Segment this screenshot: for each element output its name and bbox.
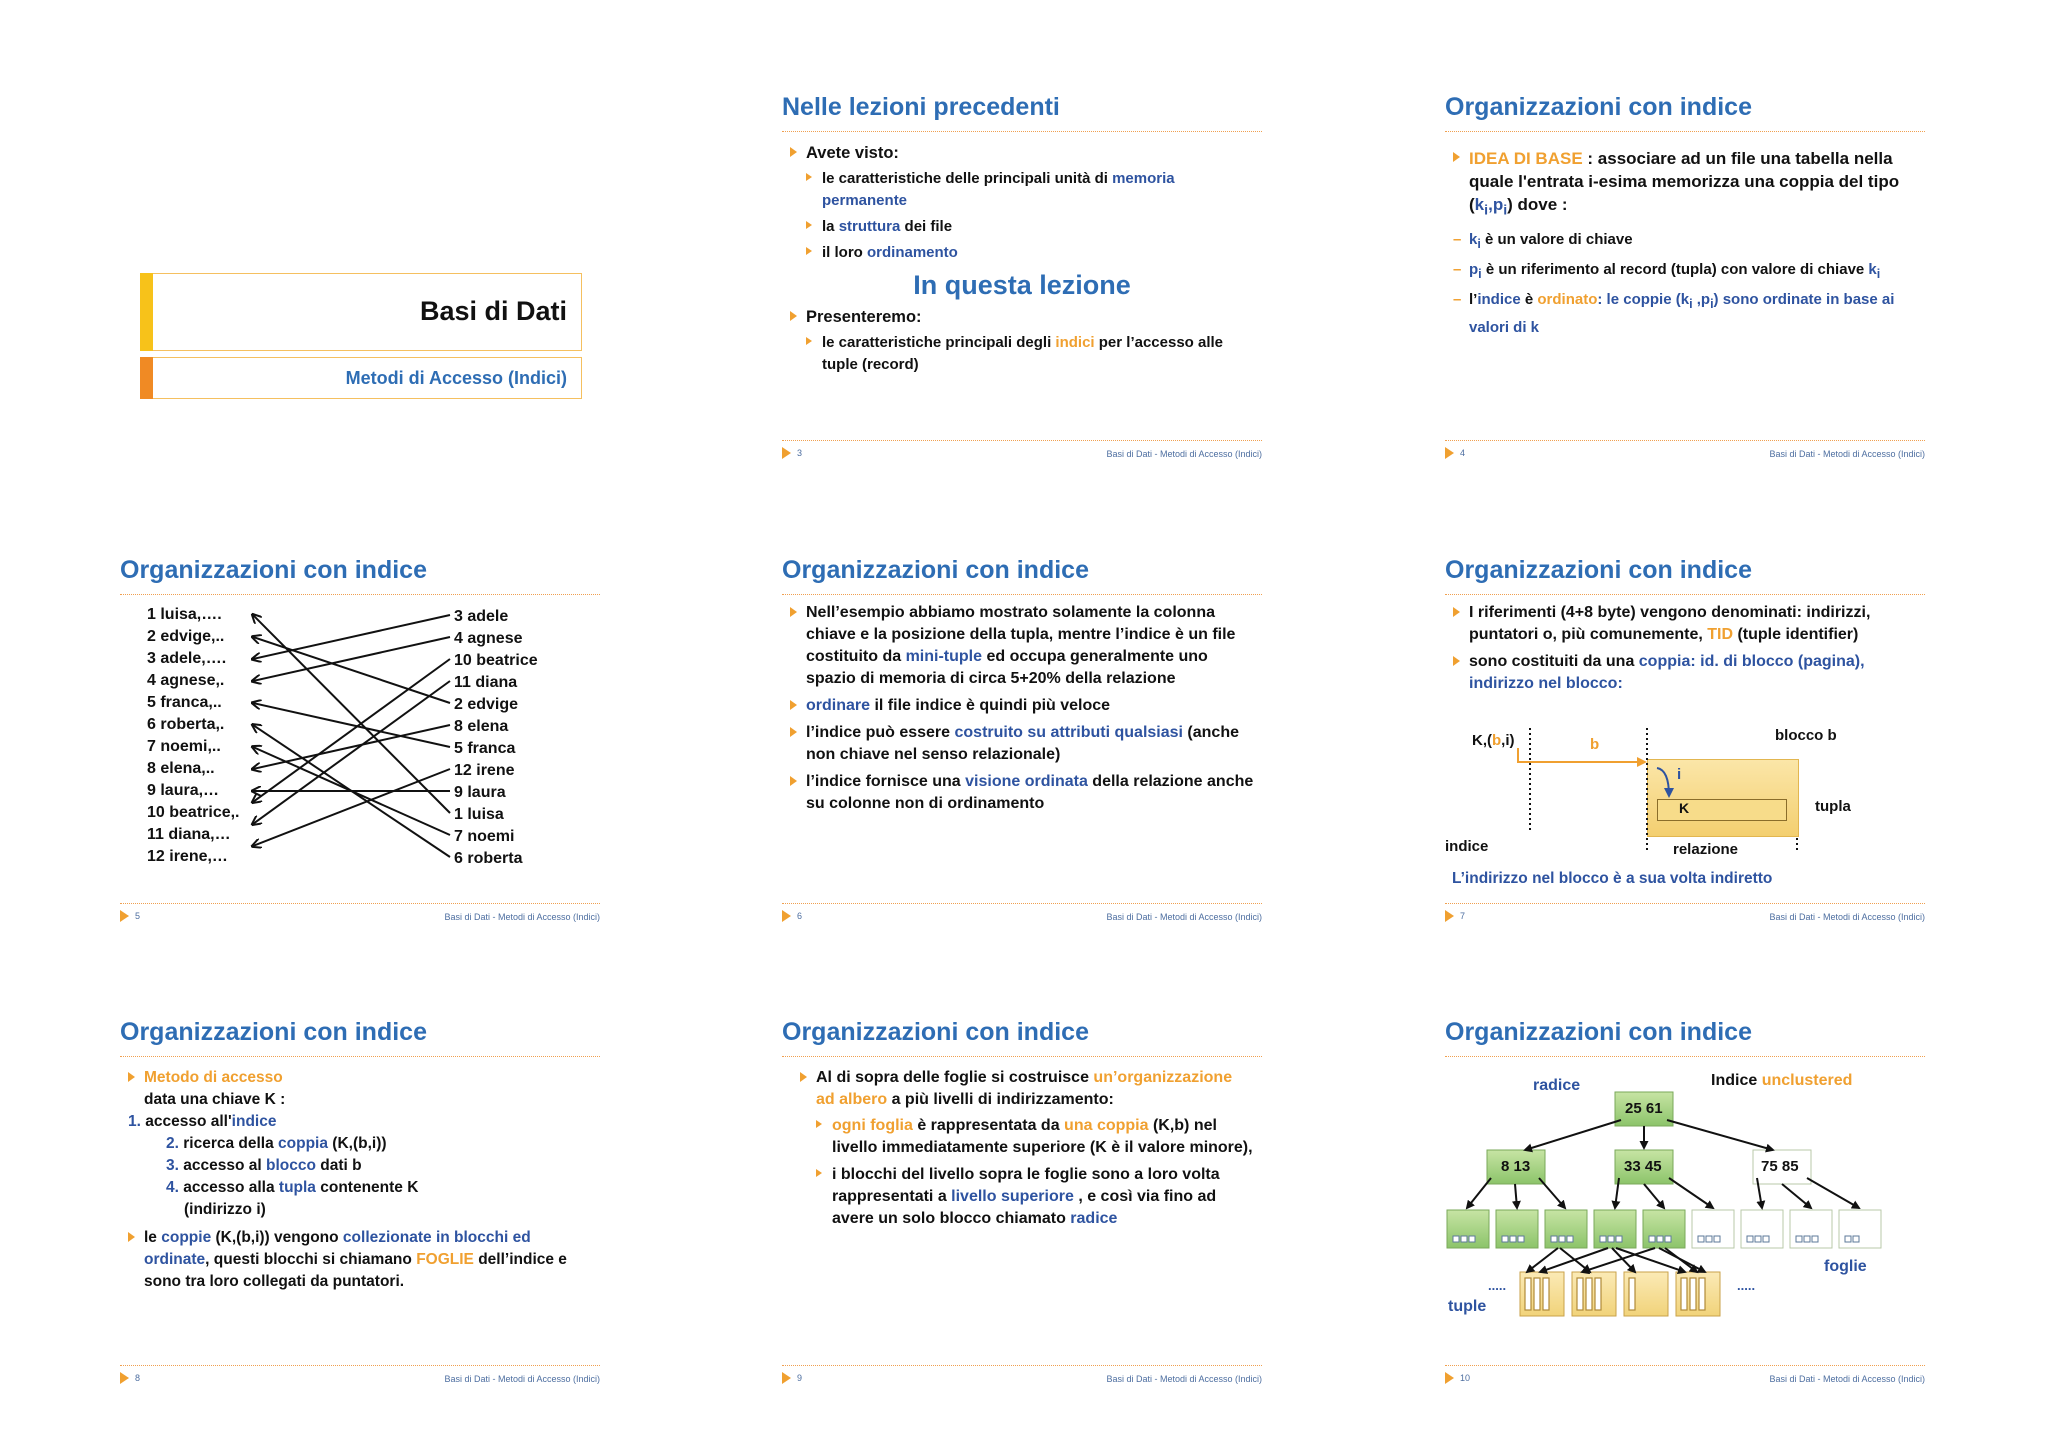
block-label: blocco b [1775, 727, 1837, 744]
slide-body [1453, 147, 1917, 341]
sub-bullet [800, 1115, 1254, 1159]
bullet: Presenteremo: [790, 306, 1254, 328]
highlight: costruito su attributi qualsiasi [954, 724, 1183, 741]
note: L’indirizzo nel blocco è a sua volta indiretto [1452, 870, 1773, 887]
text: della relazione anche su colonne non di ordinamento [806, 773, 1254, 812]
footer-rule [782, 903, 1262, 904]
page-number: 3 [797, 448, 803, 458]
text: ed occupa generalmente uno spazio di memoria di circa 5+20% della relazione [806, 648, 1208, 687]
text: per l’accesso alle tuple (record) [822, 334, 1224, 373]
highlight: mini-tuple [905, 648, 982, 665]
highlight: coppia [278, 1135, 328, 1152]
dash-item [1453, 258, 1917, 286]
slide-body [790, 142, 1254, 380]
slide-title: Organizzazioni con indice [120, 556, 427, 584]
page-number: 10 [1460, 1373, 1471, 1383]
footer [120, 1372, 600, 1384]
text: ) dove : [1507, 195, 1568, 214]
step-number: 3. [166, 1157, 179, 1174]
slide-title: Organizzazioni con indice [782, 556, 1089, 584]
sub-bullet [790, 332, 1254, 376]
text: (K,(b,i)) [327, 1135, 387, 1152]
text: la [822, 218, 839, 235]
highlight: ordinamento [867, 244, 958, 261]
text: p [1469, 261, 1479, 279]
list-item: 7 noemi,.. [147, 738, 221, 755]
slide-10 [1435, 1010, 1935, 1410]
text: k [1474, 195, 1485, 214]
text: (anche non chiave nel senso relazionale) [806, 724, 1239, 763]
text: k [1868, 261, 1877, 279]
bullet [1453, 147, 1917, 222]
step-number: 1. [128, 1113, 141, 1130]
highlight: coppia: id. di blocco (pagina), indirizzo nel blocco: [1469, 653, 1865, 692]
subscript: i [1876, 267, 1881, 282]
list-item: 2 edvige [454, 696, 519, 713]
node-keys: 75 85 [1761, 1158, 1799, 1175]
list-item: 6 roberta,. [147, 716, 225, 733]
dash-item [1453, 288, 1917, 339]
text: il file indice è quindi più veloce [870, 697, 1111, 714]
list-item: 3 adele,…. [147, 650, 227, 667]
highlight: ordinato [1537, 291, 1598, 309]
list-item: 9 laura,… [147, 782, 220, 799]
page-number: 5 [135, 911, 141, 921]
highlight: memoria permanente [822, 170, 1175, 209]
list-item: 4 agnese,. [147, 672, 225, 689]
subscript: i [1710, 297, 1714, 312]
sub-bullet [790, 216, 1254, 238]
text: Indice [1711, 1072, 1762, 1089]
text: ) sono ordinate in base ai valori di k [1469, 291, 1895, 337]
subtitle-bar-orange [140, 357, 153, 399]
text: accesso all' [140, 1113, 232, 1130]
footer-rule [1445, 440, 1925, 441]
text: l’indice fornisce una [806, 773, 966, 790]
highlight: una coppia [1064, 1117, 1149, 1134]
text: accesso al [178, 1157, 266, 1174]
footer [1445, 447, 1925, 459]
subscript: i [1503, 202, 1508, 219]
dash-item [1453, 228, 1917, 256]
text: : associare ad un file una tabella nella quale l'entrata i-esima memorizza una coppia del tipo ( [1469, 149, 1900, 214]
footer-source: Basi di Dati - Metodi di Accesso (Indici) [444, 1374, 600, 1384]
highlight: ogni foglia [832, 1117, 913, 1134]
text: , [1488, 195, 1493, 214]
title-bar-yellow [140, 273, 153, 351]
list-item: 12 irene [454, 762, 515, 779]
list-item: 12 irene,… [147, 848, 228, 865]
text: indice [1477, 291, 1521, 309]
slide-3 [772, 85, 1272, 485]
slide-8 [110, 1010, 610, 1410]
sub-bullet [790, 242, 1254, 264]
bullet [790, 602, 1254, 690]
highlight: ordinare [806, 697, 871, 714]
highlight: tupla [278, 1179, 316, 1196]
subscript: i [1477, 237, 1481, 252]
highlight: unclustered [1761, 1072, 1853, 1089]
footer-source: Basi di Dati - Metodi di Accesso (Indici) [1769, 912, 1925, 922]
ellipsis-left: ..... [1488, 1278, 1507, 1293]
subscript: i [1689, 297, 1693, 312]
highlight: FOGLIE [416, 1251, 474, 1268]
page-number: 4 [1460, 448, 1466, 458]
arrow-icon [120, 1372, 129, 1384]
step-number: 2. [166, 1135, 179, 1152]
arrow-lines [253, 615, 450, 857]
text: dell’indice e sono tra loro collegati da puntatori. [144, 1251, 567, 1290]
text: ,i) [1501, 732, 1515, 749]
list-item: 7 noemi [454, 828, 515, 845]
list-item: 1 luisa,…. [147, 606, 222, 623]
slide-title: Basi di Dati [419, 296, 567, 326]
text: Al di sopra delle foglie si costruisce [816, 1069, 1094, 1086]
bullet: Metodo di accesso [128, 1067, 592, 1089]
list-item: 8 elena,.. [147, 760, 215, 777]
subscript: i [1478, 267, 1482, 282]
bullet [790, 771, 1254, 815]
text: ricerca della [178, 1135, 279, 1152]
page-number: 6 [797, 911, 803, 921]
title-rule [782, 594, 1262, 595]
bullet [790, 722, 1254, 766]
footer [1445, 1372, 1925, 1384]
footer-source: Basi di Dati - Metodi di Accesso (Indici) [1106, 1374, 1262, 1384]
footer-source: Basi di Dati - Metodi di Accesso (Indici) [1769, 449, 1925, 459]
text: : le coppie (k [1597, 291, 1690, 309]
text: le caratteristiche principali degli [822, 334, 1056, 351]
highlight: IDEA DI BASE [1469, 149, 1583, 168]
list-item: 5 franca,.. [147, 694, 222, 711]
subtitle-box [140, 357, 582, 399]
slide-body [128, 1067, 592, 1297]
list-item: 4 agnese [454, 630, 523, 647]
slide-6 [772, 548, 1272, 948]
highlight: blocco [265, 1157, 316, 1174]
text: K,( [1472, 732, 1492, 749]
list-item: 8 elena [454, 718, 509, 735]
slide-body [800, 1067, 1254, 1234]
text: dati b [315, 1157, 362, 1174]
highlight: indici [1055, 334, 1095, 351]
footer [1445, 910, 1925, 922]
step [128, 1155, 592, 1177]
text: I riferimenti (4+8 byte) vengono denominati: indirizzi, puntatori o, più comunemente, [1469, 604, 1871, 643]
list-item: 3 adele [454, 608, 509, 625]
tuple-label: tuple [1448, 1298, 1487, 1315]
list-item: 5 franca [454, 740, 516, 757]
ellipsis-right: ..... [1737, 1278, 1756, 1293]
bullet [800, 1067, 1254, 1111]
page-number: 8 [135, 1373, 141, 1383]
footer-rule [782, 440, 1262, 441]
arrow-icon [1445, 447, 1454, 459]
footer-rule [120, 1365, 600, 1366]
line: (indirizzo i) [184, 1201, 266, 1218]
btree-diagram [1435, 1010, 1935, 1370]
step-number: 4. [166, 1179, 179, 1196]
list-item: 6 roberta [454, 850, 523, 867]
text: sono costituiti da una [1469, 653, 1639, 670]
footer-rule [1445, 903, 1925, 904]
text: ,p [1692, 291, 1711, 309]
slide-body [790, 602, 1254, 819]
page-number: 7 [1460, 911, 1466, 921]
footer [782, 447, 1262, 459]
step [128, 1133, 592, 1155]
section-heading: In questa lezione [913, 270, 1131, 300]
highlight: livello superiore [951, 1188, 1074, 1205]
text: le [144, 1229, 162, 1246]
slide-9 [772, 1010, 1272, 1410]
highlight: TID [1707, 626, 1734, 643]
b-pointer [1518, 748, 1645, 762]
pointer-label-b: b [1590, 736, 1600, 753]
list-item: 9 laura [454, 784, 506, 801]
slide-1 [115, 70, 615, 470]
i-pointer [1657, 768, 1669, 796]
arrow-icon [782, 1372, 791, 1384]
list-item: 10 beatrice [454, 652, 538, 669]
footer-rule [782, 1365, 1262, 1366]
text: è [1520, 291, 1538, 309]
arrow-icon [120, 910, 129, 922]
step [128, 1177, 592, 1199]
bullet [790, 695, 1254, 717]
step [128, 1111, 592, 1133]
highlight: collezionate in blocchi ed ordinate [144, 1229, 531, 1268]
highlight: struttura [838, 218, 901, 235]
text: (tuple identifier) [1733, 626, 1859, 643]
text: l’ [1469, 291, 1478, 309]
indice-label: indice [1445, 838, 1489, 855]
text: dei file [900, 218, 953, 235]
footer-source: Basi di Dati - Metodi di Accesso (Indici) [1769, 1374, 1925, 1384]
text: i blocchi del livello sopra le foglie sono a loro volta rappresentati a [832, 1166, 1220, 1205]
tree-edges [1467, 1120, 1859, 1272]
text: l’indice può essere [806, 724, 955, 741]
mapping-arrows [110, 548, 610, 908]
root-keys: 25 61 [1625, 1100, 1663, 1117]
list-item: 1 luisa [454, 806, 504, 823]
slide-title: Organizzazioni con indice [1445, 93, 1752, 121]
subscript: i [1484, 202, 1489, 219]
text: è un valore di chiave [1480, 231, 1633, 249]
text: è un riferimento al record (tupla) con valore di chiave [1481, 261, 1869, 279]
list-item: 11 diana,… [147, 826, 231, 843]
pointer-diagram [1435, 548, 1935, 908]
slide-7 [1435, 548, 1935, 948]
node-keys: 33 45 [1624, 1158, 1662, 1175]
list-item: 11 diana [454, 674, 518, 691]
text: a più livelli di indirizzamento: [887, 1091, 1114, 1108]
title-rule [782, 1056, 1262, 1057]
slide-4 [1435, 85, 1935, 485]
arrow-icon [782, 910, 791, 922]
highlight: indice [231, 1113, 277, 1130]
relazione-label: relazione [1673, 841, 1739, 858]
text: p [1492, 195, 1504, 214]
arrow-icon [1445, 910, 1454, 922]
sub-bullet [800, 1164, 1254, 1230]
offset-label-i: i [1677, 766, 1682, 783]
slide-title: Organizzazioni con indice [1445, 1018, 1752, 1046]
sub-bullet [790, 168, 1254, 212]
footer-source: Basi di Dati - Metodi di Accesso (Indici) [1106, 912, 1262, 922]
title-rule [1445, 131, 1925, 132]
highlight: coppie [161, 1229, 212, 1246]
highlight: un’organizzazione ad albero [816, 1069, 1233, 1108]
footer [782, 910, 1262, 922]
title-rule [782, 131, 1262, 132]
bullet [128, 1227, 592, 1293]
tupla-label: tupla [1815, 798, 1851, 815]
text: (K,b) nel livello immediatamente superiore (K è il valore minore), [832, 1117, 1253, 1156]
slide-title: Organizzazioni con indice [1445, 556, 1752, 584]
footer-rule [120, 903, 600, 904]
slide-title: Nelle lezioni precedenti [782, 93, 1060, 121]
slide-title: Organizzazioni con indice [120, 1018, 427, 1046]
k-label: K [1679, 800, 1690, 816]
list-item: 10 beatrice,. [147, 804, 240, 821]
line: data una chiave K : [144, 1091, 286, 1108]
text: il loro [822, 244, 867, 261]
title-box [140, 273, 582, 351]
text: k [1469, 231, 1478, 249]
page-number: 9 [797, 1373, 803, 1383]
footer-rule [1445, 1365, 1925, 1366]
node-keys: 8 13 [1501, 1158, 1531, 1175]
text: le caratteristiche delle principali unità di [822, 170, 1113, 187]
highlight: b [1492, 732, 1502, 749]
footer [782, 1372, 1262, 1384]
text: accesso alla [178, 1179, 279, 1196]
foglie-label: foglie [1824, 1258, 1867, 1275]
bullet: Avete visto: [790, 142, 1254, 164]
radice-label: radice [1533, 1077, 1581, 1094]
footer-source: Basi di Dati - Metodi di Accesso (Indici) [444, 912, 600, 922]
highlight: radice [1070, 1210, 1118, 1227]
arrow-icon [782, 447, 791, 459]
text: , questi blocchi si chiamano [205, 1251, 417, 1268]
text: (K,(b,i)) vengono [211, 1229, 343, 1246]
list-item: 2 edvige,.. [147, 628, 225, 645]
footer-source: Basi di Dati - Metodi di Accesso (Indici) [1106, 449, 1262, 459]
footer [120, 910, 600, 922]
text: Nell’esempio abbiamo mostrato solamente la colonna chiave e la posizione della tupla, mentre l’indice è un file costituito da [806, 604, 1236, 665]
slide-subtitle: Metodi di Accesso (Indici) [345, 368, 567, 388]
slide-5 [110, 548, 610, 948]
text: , e così via fino ad avere un solo blocco chiamato [832, 1188, 1217, 1227]
text: è rappresentata da [912, 1117, 1065, 1134]
arrow-icon [1445, 1372, 1454, 1384]
text: contenente K [315, 1179, 419, 1196]
slide-title: Organizzazioni con indice [782, 1018, 1089, 1046]
highlight: visione ordinata [965, 773, 1088, 790]
title-rule [120, 1056, 600, 1057]
